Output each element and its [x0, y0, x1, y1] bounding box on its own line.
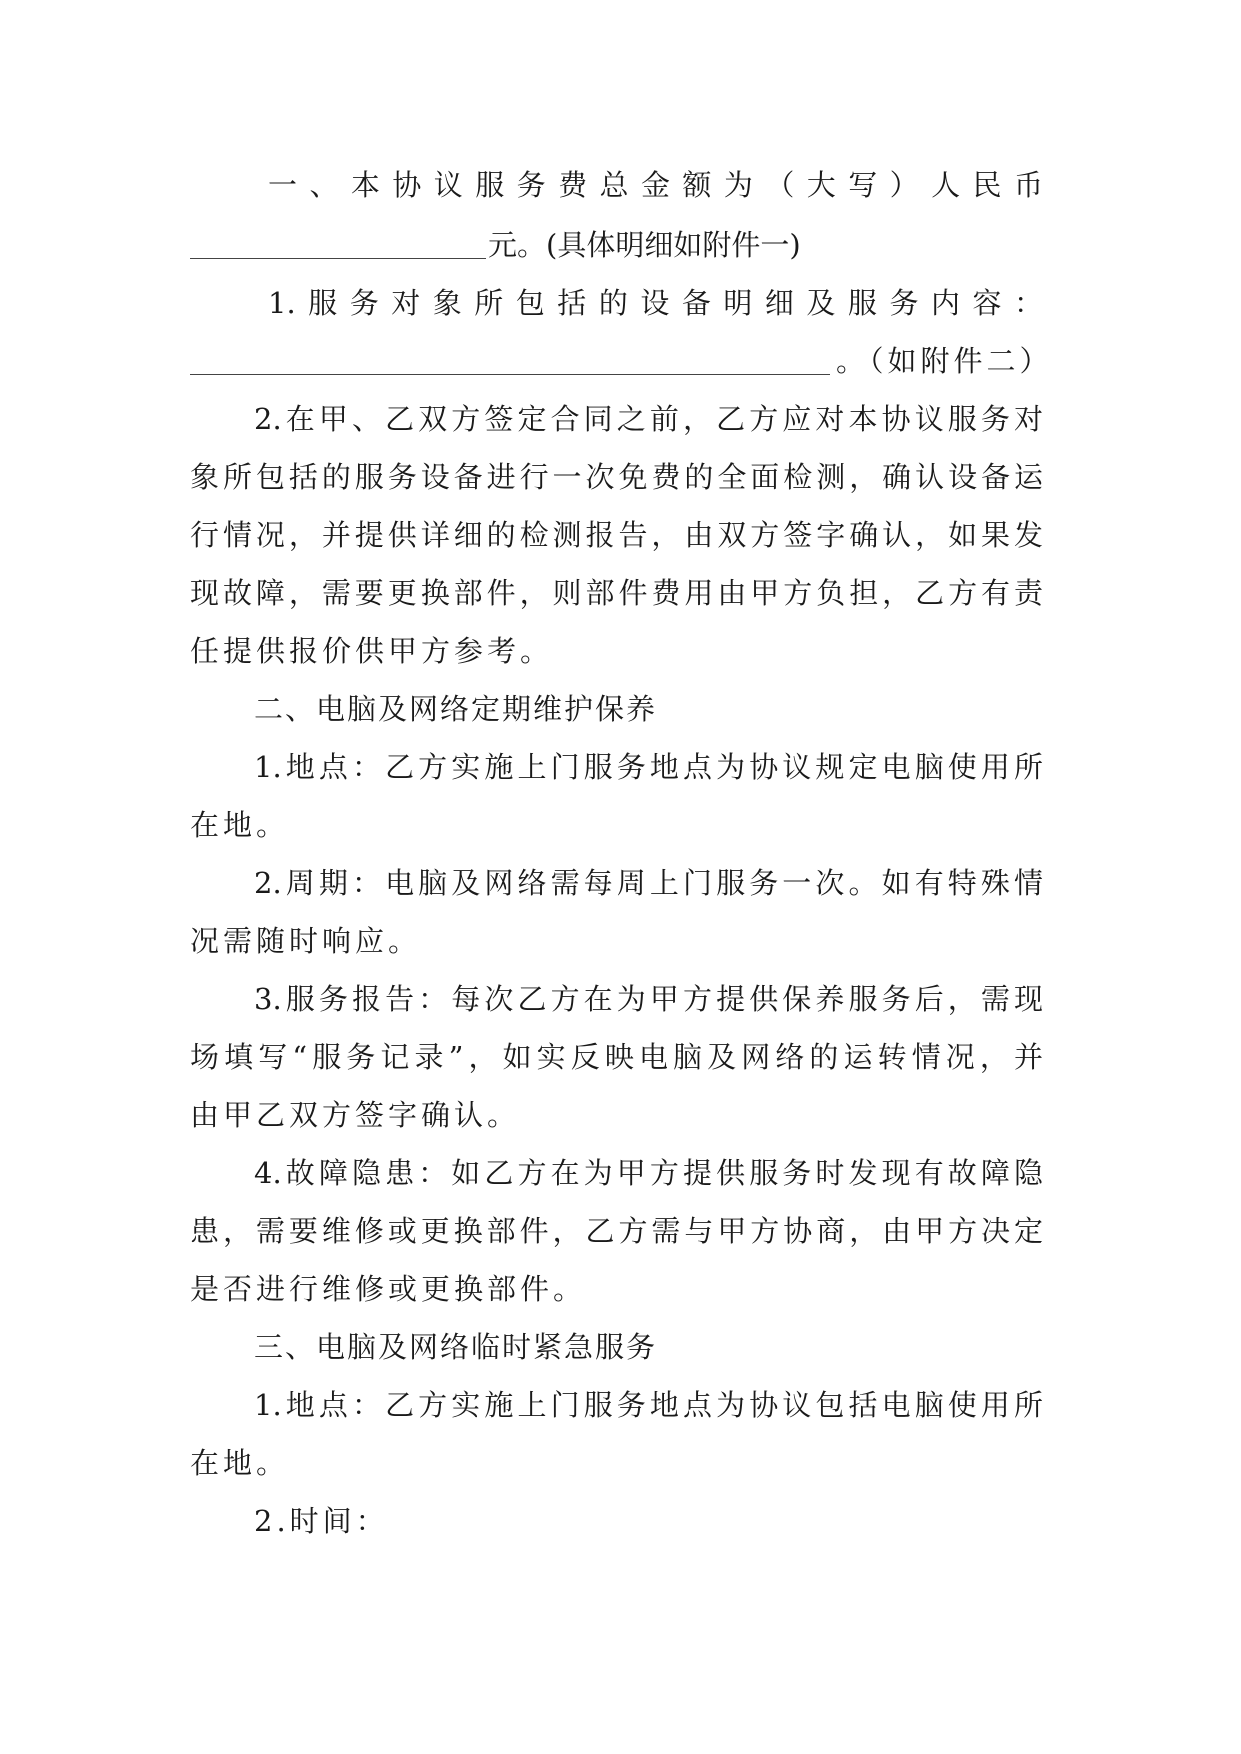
section-heading-text: 三、电脑及网络临时紧急服务 — [254, 1330, 658, 1364]
paragraph-text: 3.服务报告：每次乙方在为甲方提供保养服务后，需现 — [254, 982, 1043, 1016]
amount-blank-field[interactable] — [190, 257, 486, 259]
service-scope-text: 1.服务对象所包括的设备明细及服务内容： — [268, 286, 1043, 320]
paragraph-text: 场填写“服务记录”，如实反映电脑及网络的运转情况，并 — [190, 1040, 1043, 1074]
paragraph-text: 在地。 — [190, 808, 290, 842]
paragraph-text: 现故障，需要更换部件，则部件费用由甲方负担，乙方有责 — [190, 576, 1043, 610]
paragraph-text: 在地。 — [190, 1446, 290, 1480]
paragraph-text: 1.地点：乙方实施上门服务地点为协议包括电脑使用所 — [254, 1388, 1043, 1422]
paragraph-text: 由甲乙双方签字确认。 — [190, 1098, 521, 1132]
section-heading-text: 二、电脑及网络定期维护保养 — [254, 692, 658, 726]
fee-amount-suffix: 元。(具体明细如附件一) — [488, 228, 801, 262]
fee-total-text: 一、本协议服务费总金额为（大写）人民币 — [268, 168, 1043, 202]
paragraph-text: 4.故障隐患：如乙方在为甲方提供服务时发现有故障隐 — [254, 1156, 1043, 1190]
paragraph-text: 象所包括的服务设备进行一次免费的全面检测，确认设备运 — [190, 460, 1043, 494]
paragraph-text: 是否进行维修或更换部件。 — [190, 1272, 587, 1306]
paragraph-text: 任提供报价供甲方参考。 — [190, 634, 554, 668]
scope-blank-field[interactable] — [190, 373, 830, 375]
service-scope-suffix: 。（如附件二） — [836, 344, 1053, 378]
paragraph-text: 1.地点：乙方实施上门服务地点为协议规定电脑使用所 — [254, 750, 1043, 784]
paragraph-text: 2.时间： — [254, 1504, 389, 1538]
paragraph-text: 2.在甲、乙双方签定合同之前，乙方应对本协议服务对 — [254, 402, 1043, 436]
paragraph-text: 2.周期：电脑及网络需每周上门服务一次。如有特殊情 — [254, 866, 1043, 900]
paragraph-text: 行情况，并提供详细的检测报告，由双方签字确认，如果发 — [190, 518, 1043, 552]
paragraph-text: 患，需要维修或更换部件，乙方需与甲方协商，由甲方决定 — [190, 1214, 1043, 1248]
paragraph-text: 况需随时响应。 — [190, 924, 422, 958]
